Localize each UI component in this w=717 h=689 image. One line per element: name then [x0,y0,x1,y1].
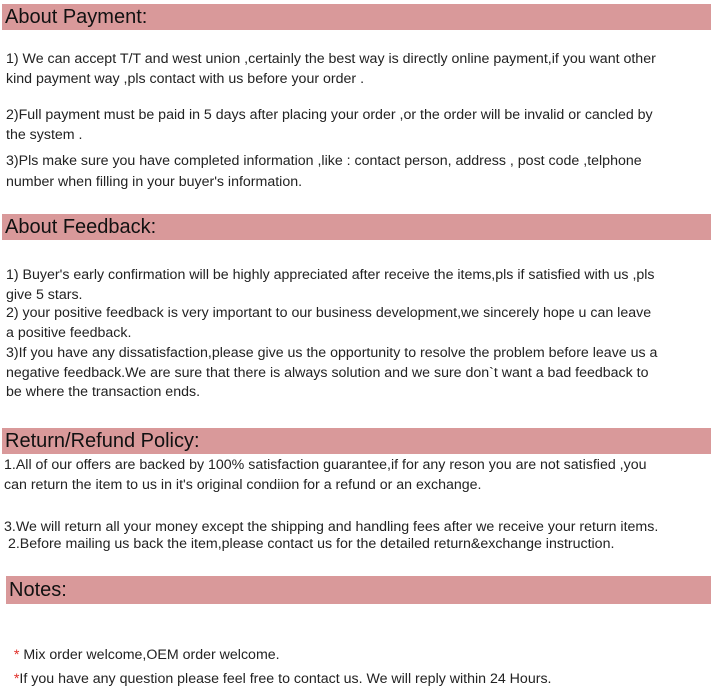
payment-p2-line2: the system . [6,126,83,143]
notes-item-1-text: Mix order welcome,OEM order welcome. [19,646,280,663]
payment-p3-line2: number when filling in your buyer's information. [6,174,303,190]
notes-item-2 [6,650,713,689]
refund-p3: 3.We will return all your money except the shipping and handling fees after we receive your return items. [4,519,659,535]
refund-p1-line1: 1.All of our offers are backed by 100% satisfaction guarantee,if for any reson you are not satisfied ,you [4,457,647,473]
refund-p2: 2.Before mailing us back the item,please contact us for the detailed return&exchange instruction. [4,536,615,552]
payment-p1-line2: kind payment way ,pls contact with us before your order . [6,70,365,87]
feedback-paragraph-1 [6,266,713,305]
about-payment-header [2,4,711,30]
payment-p3-line1: 3)Pls make sure you have completed information ,like : contact person, address , post code ,telphone [6,153,642,169]
notes-title: Notes: [9,579,67,601]
payment-p2-line1: 2)Full payment must be paid in 5 days after placing your order ,or the order will be invalid or cancled by [6,107,653,123]
notes-item-2-star-icon: * [13,670,20,687]
refund-paragraph-1 [4,456,713,495]
payment-paragraph-2 [6,106,713,145]
refund-policy-header [2,428,711,454]
feedback-p1-line2: give 5 stars. [6,286,83,303]
payment-paragraph-1 [6,50,713,89]
refund-policy-title: Return/Refund Policy: [5,430,200,452]
refund-paragraph-3 [4,518,713,538]
feedback-p1-line1: 1) Buyer's early confirmation will be highly appreciated after receive the items,pls if satisfied with us ,pls [6,267,655,283]
about-feedback-title: About Feedback: [5,216,157,238]
feedback-p3-line2: negative feedback.We are sure that there is always solution and we sure don`t want a bad feedback to [6,364,649,381]
feedback-paragraph-3 [6,344,713,403]
feedback-p2-line1: 2) your positive feedback is very important to our business development,we sincerely hope u can leave [6,305,652,321]
feedback-p3-line3: be where the transaction ends. [6,384,201,400]
notes-item-1-star-icon: * [13,646,20,663]
notes-header [6,576,711,604]
refund-p1-line2: can return the item to us in it's original condiion for a refund or an exchange. [4,476,482,493]
feedback-paragraph-2 [6,304,713,343]
about-feedback-header [2,214,711,240]
payment-paragraph-3 [6,150,713,193]
feedback-p2-line2: a positive feedback. [6,324,132,341]
notes-item-2-text: If you have any question please feel free to contact us. We will reply within 24 Hours. [19,670,552,687]
feedback-p3-line1: 3)If you have any dissatisfaction,please give us the opportunity to resolve the problem before leave us a [6,345,658,361]
payment-p1-line1: 1) We can accept T/T and west union ,certainly the best way is directly online payment,if you want other [6,51,656,67]
about-payment-title: About Payment: [5,6,148,28]
